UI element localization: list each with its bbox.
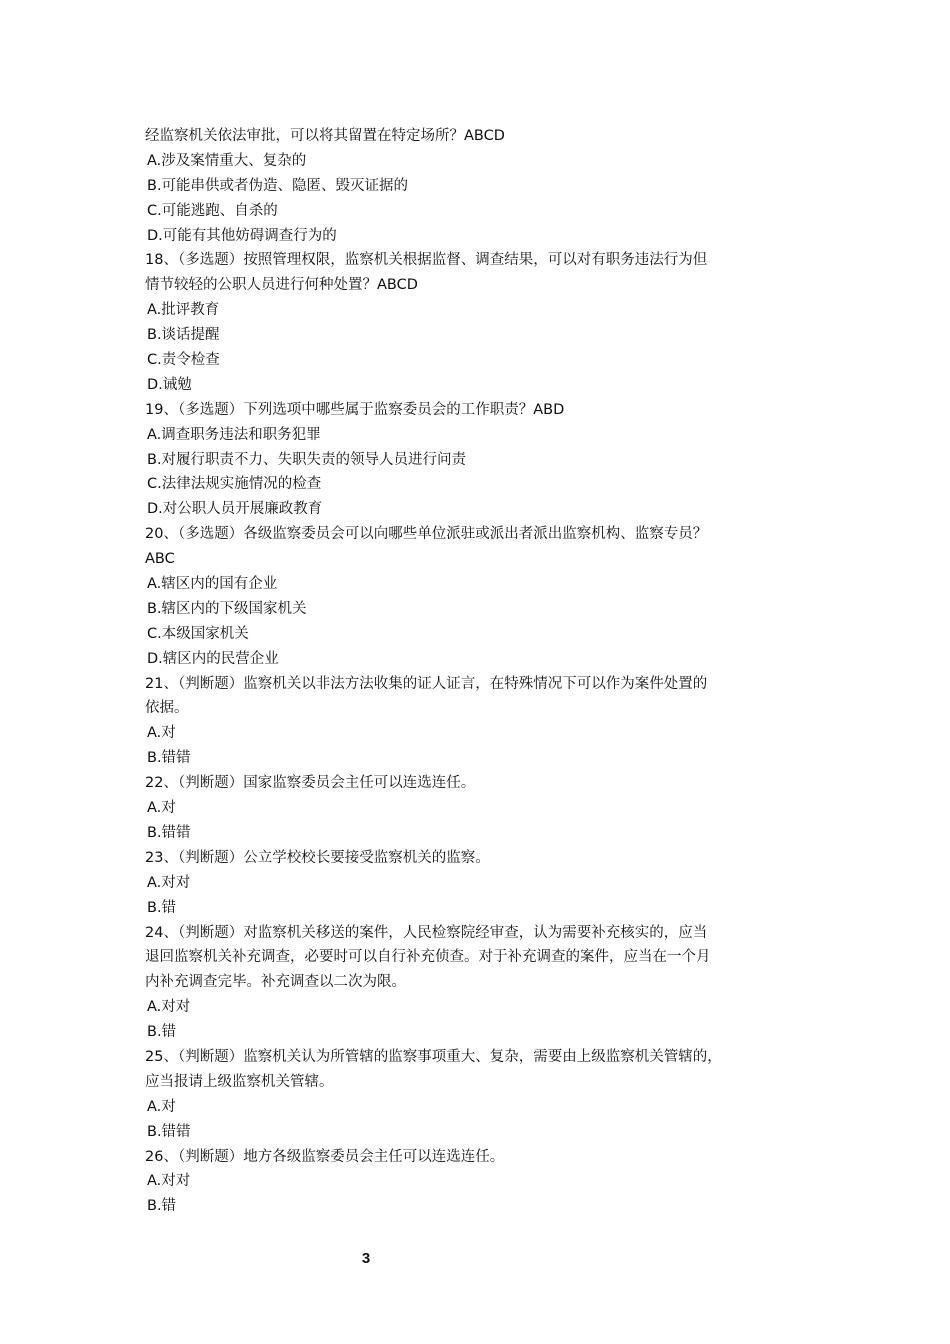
answer-option: A.批评教育 bbox=[147, 302, 220, 319]
answer-option: C.本级国家机关 bbox=[147, 625, 249, 642]
answer-option: A.对对 bbox=[147, 1173, 191, 1190]
question-text: 20、（多选题）各级监察委员会可以向哪些单位派驻或派出者派出监察机构、监察专员？ bbox=[145, 526, 708, 543]
answer-option: B.辖区内的下级国家机关 bbox=[147, 600, 307, 617]
page-number: 3 bbox=[361, 1250, 371, 1267]
answer-option: B.错 bbox=[147, 1024, 177, 1041]
answer-option: A.对对 bbox=[147, 874, 191, 891]
answer-option: D.辖区内的民营企业 bbox=[147, 650, 279, 667]
answer-option: A.对 bbox=[147, 725, 176, 742]
answer-option: C.责令检查 bbox=[147, 352, 220, 369]
question-text: 依据。 bbox=[145, 700, 189, 717]
question-text: 21、（判断题）监察机关以非法方法收集的证人证言，在特殊情况下可以作为案件处置的 bbox=[145, 675, 708, 692]
question-text: 24、（判断题）对监察机关移送的案件，人民检察院经审查，认为需要补充核实的，应当 bbox=[145, 924, 708, 941]
answer-option: B.错 bbox=[147, 1198, 177, 1215]
question-text: 23、（判断题）公立学校校长要接受监察机关的监察。 bbox=[145, 849, 490, 866]
question-text: 内补充调查完毕。补充调查以二次为限。 bbox=[145, 974, 406, 991]
question-text: 情节较轻的公职人员进行何种处置？ABCD bbox=[145, 277, 418, 294]
answer-option: B.错错 bbox=[147, 1123, 191, 1140]
answer-option: A.对 bbox=[147, 800, 176, 817]
answer-option: B.对履行职责不力、失职失责的领导人员进行问责 bbox=[147, 451, 467, 468]
answer-option: A.对 bbox=[147, 1098, 176, 1115]
question-text: 18、（多选题）按照管理权限，监察机关根据监督、调查结果，可以对有职务违法行为但 bbox=[145, 252, 708, 269]
answer-option: B.错 bbox=[147, 899, 177, 916]
answer-option: B.错错 bbox=[147, 750, 191, 767]
answer-option: B.谈话提醒 bbox=[147, 327, 220, 344]
question-text: 22、（判断题）国家监察委员会主任可以连选连任。 bbox=[145, 775, 476, 792]
answer-option: A.辖区内的国有企业 bbox=[147, 576, 278, 593]
answer-option: A.对对 bbox=[147, 999, 191, 1016]
question-text: 经监察机关依法审批，可以将其留置在特定场所？ABCD bbox=[145, 128, 505, 144]
answer-option: A.调查职务违法和职务犯罪 bbox=[147, 426, 321, 443]
answer-option: C.可能逃跑、自杀的 bbox=[147, 202, 278, 219]
question-text: 25、（判断题）监察机关认为所管辖的监察事项重大、复杂，需要由上级监察机关管辖的， bbox=[145, 1048, 722, 1065]
answer-option: C.法律法规实施情况的检查 bbox=[147, 476, 322, 493]
question-text: 退回监察机关补充调查，必要时可以自行补充侦查。对于补充调查的案件，应当在一个月 bbox=[145, 949, 711, 966]
answer-option: B.可能串供或者伪造、隐匿、毁灭证据的 bbox=[147, 177, 409, 194]
document-body bbox=[145, 124, 825, 1219]
question-text: 19、（多选题）下列选项中哪些属于监察委员会的工作职责？ABD bbox=[145, 401, 565, 418]
answer-option: D.对公职人员开展廉政教育 bbox=[147, 501, 323, 518]
question-text: ABC bbox=[145, 551, 175, 568]
question-text: 26、（判断题）地方各级监察委员会主任可以连选连任。 bbox=[145, 1148, 505, 1165]
answer-option: D.可能有其他妨碍调查行为的 bbox=[147, 227, 337, 244]
question-text: 应当报请上级监察机关管辖。 bbox=[145, 1073, 334, 1090]
answer-option: B.错错 bbox=[147, 824, 191, 841]
answer-option: D.诫勉 bbox=[147, 376, 192, 393]
answer-option: A.涉及案情重大、复杂的 bbox=[147, 152, 307, 169]
